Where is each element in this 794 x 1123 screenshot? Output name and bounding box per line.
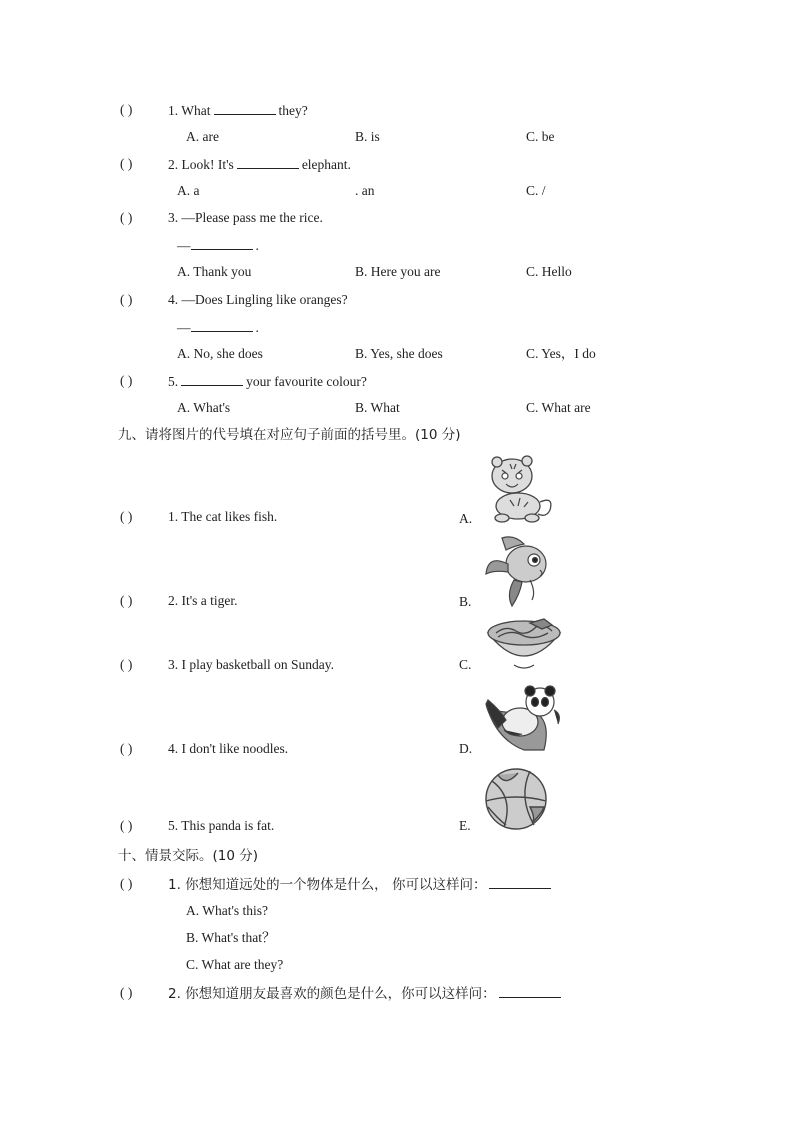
- option-c: C. /: [526, 183, 546, 198]
- question-text: 4. —Does Lingling like oranges?: [168, 292, 348, 307]
- picture-letter: A.: [459, 511, 473, 526]
- option-c: C. Hello: [526, 264, 572, 279]
- picture-letter: B.: [459, 594, 472, 609]
- answer-paren[interactable]: ( ): [120, 985, 133, 1000]
- question-text: 3. —Please pass me the rice.: [168, 210, 323, 225]
- picture-letter: E.: [459, 818, 471, 833]
- option-c: C. What are: [526, 400, 591, 415]
- panda-icon: [484, 680, 566, 752]
- reply-line: — .: [177, 238, 259, 253]
- option-c: C. be: [526, 129, 555, 144]
- reply-line: — .: [177, 320, 259, 335]
- option-a: A. Thank you: [177, 264, 252, 279]
- blank: [191, 319, 253, 332]
- match-sentence: 5. This panda is fat.: [168, 818, 275, 833]
- answer-paren[interactable]: ( ): [120, 156, 133, 171]
- option-a: A. What's: [177, 400, 231, 415]
- question-text: 5. your favourite colour?: [168, 374, 367, 389]
- option-b: B. is: [355, 129, 380, 144]
- basketball-icon: [484, 767, 548, 831]
- option-a: A. No, she does: [177, 346, 263, 361]
- answer-paren[interactable]: ( ): [120, 292, 133, 307]
- question-text: 1. 你想知道远处的一个物体是什么， 你可以这样问：: [168, 876, 554, 893]
- blank: [489, 876, 551, 889]
- option-c: C. Yes，I do: [526, 346, 596, 361]
- section-10-title: 十、情景交际。(10 分): [118, 848, 259, 864]
- answer-paren[interactable]: ( ): [120, 509, 133, 524]
- tiger-icon: [480, 452, 558, 524]
- answer-paren[interactable]: ( ): [120, 657, 133, 672]
- blank: [237, 156, 299, 169]
- question-text: 1. What they?: [168, 103, 308, 118]
- match-sentence: 2. It's a tiger.: [168, 593, 238, 608]
- option-a: A. What's this?: [186, 903, 269, 918]
- answer-paren[interactable]: ( ): [120, 102, 133, 117]
- option-b: . an: [355, 183, 375, 198]
- option-b: B. What's that？: [186, 930, 276, 945]
- answer-paren[interactable]: ( ): [120, 210, 133, 225]
- blank: [214, 102, 276, 115]
- answer-paren[interactable]: ( ): [120, 818, 133, 833]
- question-text: 2. 你想知道朋友最喜欢的颜色是什么，你可以这样问：: [168, 985, 564, 1002]
- answer-paren[interactable]: ( ): [120, 373, 133, 388]
- option-b: B. What: [355, 400, 400, 415]
- blank: [499, 985, 561, 998]
- noodle-bowl-icon: [486, 617, 562, 673]
- answer-paren[interactable]: ( ): [120, 876, 133, 891]
- option-c: C. What are they?: [186, 957, 284, 972]
- option-b: B. Yes, she does: [355, 346, 443, 361]
- picture-letter: C.: [459, 657, 472, 672]
- blank: [181, 373, 243, 386]
- option-a: A. are: [186, 129, 219, 144]
- answer-paren[interactable]: ( ): [120, 593, 133, 608]
- match-sentence: 1. The cat likes fish.: [168, 509, 278, 524]
- match-sentence: 3. I play basketball on Sunday.: [168, 657, 334, 672]
- option-b: B. Here you are: [355, 264, 441, 279]
- match-sentence: 4. I don't like noodles.: [168, 741, 289, 756]
- section-9-title: 九、请将图片的代号填在对应句子前面的括号里。(10 分): [118, 427, 461, 443]
- answer-paren[interactable]: ( ): [120, 741, 133, 756]
- blank: [191, 237, 253, 250]
- option-a: A. a: [177, 183, 200, 198]
- picture-letter: D.: [459, 741, 473, 756]
- fish-icon: [484, 534, 554, 608]
- question-text: 2. Look! It's elephant.: [168, 157, 351, 172]
